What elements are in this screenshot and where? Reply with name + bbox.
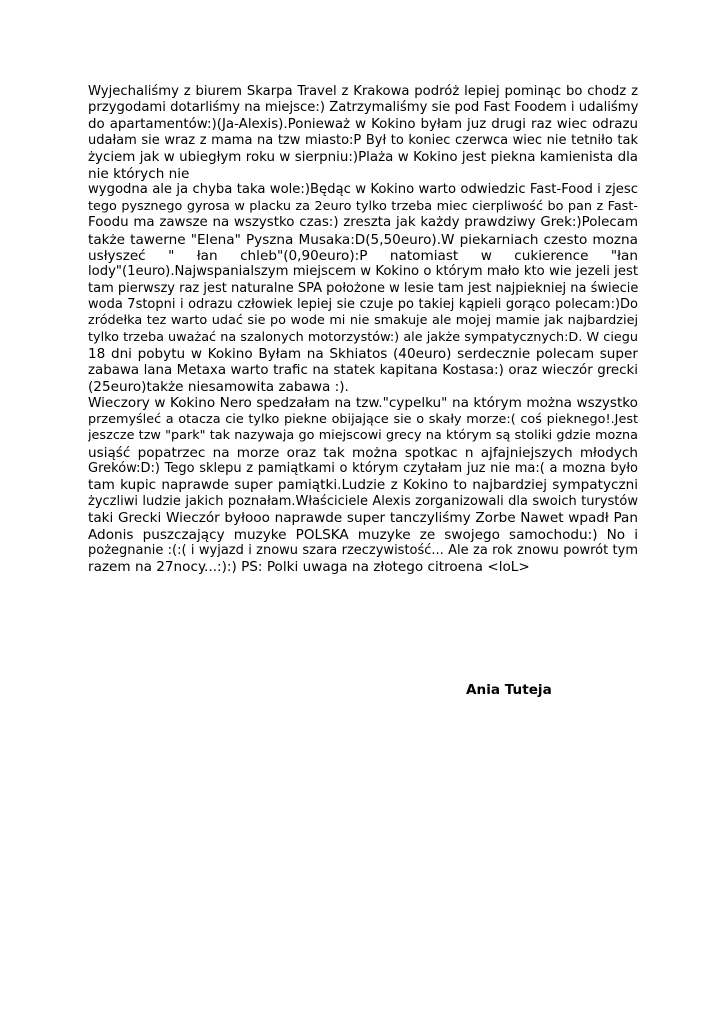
paragraph-3 <box>88 395 638 575</box>
text-line: tam kupic naprawde super pamiątki.Ludzie z Kokino to najbardziej sympatyczni <box>88 477 638 494</box>
text-line: życiem jak w ubiegłym roku w sierpniu:)Plaża w Kokino jest piekna kamienista dla <box>88 149 638 165</box>
text-line: przygodami dotarliśmy na miejsce:) Zatrzymaliśmy sie pod Fast Foodem i udaliśmy <box>88 100 638 116</box>
text-line: zabawa lana Metaxa warto trafic na statek kapitana Kostasa:) oraz wieczór grecki <box>88 362 638 378</box>
text-line: tego pysznego gyrosa w placku za 2euro tylko trzeba miec cierpliwość bo pan z Fast- <box>88 198 638 214</box>
author-signature: Ania Tuteja <box>466 682 552 698</box>
text-line: usłyszeć " łan chleb"(0,90euro):P natomiast w cukierence "łan <box>88 247 638 264</box>
text-line: udałam sie wraz z mama na tzw miasto:P Był to koniec czerwca wiec nie tetniło tak <box>88 133 638 149</box>
text-line: wygodna ale ja chyba taka wole:)Będąc w Kokino warto odwiedzic Fast-Food i zjesc <box>88 182 638 198</box>
text-line: taki Grecki Wieczór byłooo naprawde super tanczyliśmy Zorbe Nawet wpadł Pan <box>88 510 638 527</box>
text-line: 18 dni pobytu w Kokino Byłam na Skhiatos (40euro) serdecznie polecam super <box>88 346 638 363</box>
text-line: także tawerne "Elena" Pyszna Musaka:D(5,50euro).W piekarniach czesto mozna <box>88 231 638 248</box>
text-line: Foodu ma zawsze na wszystko czas:) zreszta jak każdy prawdziwy Grek:)Polecam <box>88 215 638 231</box>
text-line: tylko trzeba uważać na szalonych motorzystów:) ale jakże sympatycznych:D. W ciegu <box>88 329 638 345</box>
text-line: tam pierwszy raz jest naturalne SPA położone w lesie tam jest najpiekniej na świecie <box>88 280 638 296</box>
text-line: usiąść popatrzec na morze oraz tak można spotkac n ajfajniejszych młodych <box>88 444 638 461</box>
text-line: zródełka tez warto udać sie po wode mi nie smakuje ale mojej mamie jak najbardziej <box>88 313 638 329</box>
text-line: Greków:D:) Tego sklepu z pamiątkami o którym czytałam juz nie ma:( a mozna było <box>88 460 638 476</box>
text-line: Wyjechaliśmy z biurem Skarpa Travel z Krakowa podróż lepiej pominąc bo chodz z <box>88 84 638 99</box>
paragraph-1 <box>88 84 638 182</box>
text-line: lody"(1euro).Najwspanialszym miejscem w Kokino o którym mało kto wie jezeli jest <box>88 264 638 280</box>
text-line: razem na 27nocy...:):) PS: Polki uwaga na złotego citroena <loL> <box>88 559 530 576</box>
text-line: przemyśleć a otacza cie tylko piekne obijające sie o skały morze:( coś pieknego!.Jest <box>88 411 638 427</box>
text-line: Wieczory w Kokino Nero spedzałam na tzw."cypelku" na którym można wszystko <box>88 395 638 412</box>
text-line: woda 7stopni i odrazu człowiek lepiej sie czuje po takiej kąpieli gorąco polecam:)Do <box>88 297 638 313</box>
text-line: nie których nie <box>88 165 190 182</box>
document-body <box>88 84 638 576</box>
text-line: życzliwi ludzie jakich poznałam.Właściciele Alexis zorganizowali dla swoich turystów <box>88 493 638 509</box>
text-line: Adonis puszczający muzyke POLSKA muzyke ze swojego samochodu:) No i <box>88 526 638 543</box>
text-line: jeszcze tzw "park" tak nazywaja go miejscowi grecy na którym są stoliki gdzie mozna <box>88 428 638 444</box>
text-line: do apartamentów:)(Ja-Alexis).Ponieważ w Kokino byłam juz drugi raz wiec odrazu <box>88 116 638 132</box>
paragraph-2 <box>88 182 638 395</box>
text-line: (25euro)także niesamowita zabawa :). <box>88 379 349 396</box>
text-line: pożegnanie :(:( i wyjazd i znowu szara rzeczywistość... Ale za rok znowu powrót tym <box>88 542 638 558</box>
